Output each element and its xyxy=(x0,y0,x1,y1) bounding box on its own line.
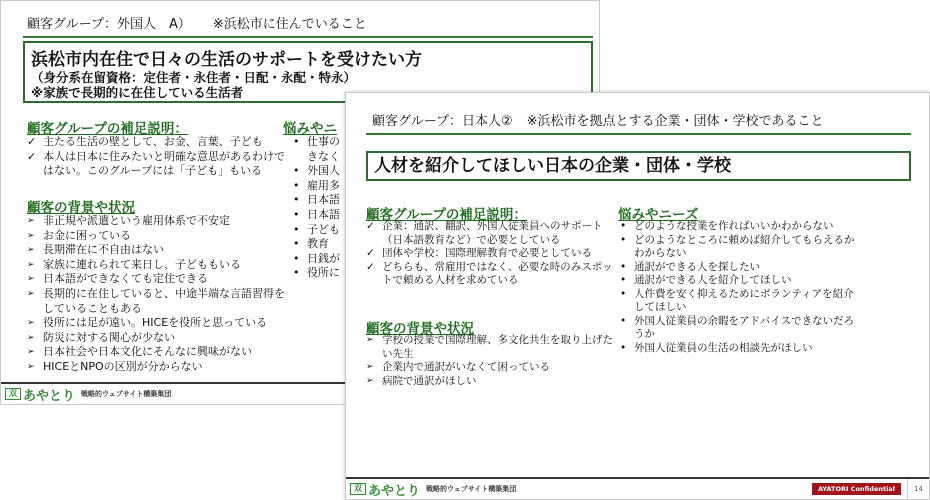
list-item: ➢ お金に困っている xyxy=(25,229,295,244)
list-item: • 子ども xyxy=(289,223,345,238)
list-item: ➢ 防災に対する関心が少ない xyxy=(25,331,295,346)
list-item: • 仕事の xyxy=(289,135,345,150)
list-item: • 日本語 xyxy=(289,208,345,223)
headline-box: 人材を紹介してほしい日本の企業・団体・学校 xyxy=(366,151,911,181)
list-item-continued: きなく xyxy=(307,149,340,163)
list-item: ➢ 長期的に在住していると、中途半端な言語習得をしていることもある xyxy=(25,287,295,316)
list-item: ➢ 企業内で通訳がいなくて困っている xyxy=(364,361,619,375)
list-item: • 雇用多 xyxy=(289,179,345,194)
list-item: ✓ 団体や学校：国際理解教育で必要としている xyxy=(364,247,619,261)
title-rule xyxy=(366,133,911,135)
list-item: ➢ 非正規や派遣という雇用体系で不安定 xyxy=(25,214,295,229)
supplement-list xyxy=(25,135,285,179)
list-item: ➢ HICEとNPOの区別が分からない xyxy=(25,360,295,375)
list-item: ➢ 家族に連れられて来日し、子どももいる xyxy=(25,258,295,273)
background-heading: 顧客の背景や状況 xyxy=(366,321,474,337)
slide-title: 顧客グループ：外国人 A） ※浜松市に住んでいること xyxy=(27,17,367,32)
list-item: • どのような授業を作ればいいかわからない xyxy=(616,220,856,234)
needs-list xyxy=(616,220,856,355)
list-item: ✓ 主たる生活の壁として、お金、言葉、子ども xyxy=(25,135,285,150)
slide-footer xyxy=(346,477,929,499)
needs-heading: 悩みやニーズ xyxy=(618,207,699,223)
confidential-badge: AYATORI Confidential xyxy=(812,483,901,495)
list-item: ➢ 日本社会や日本文化にそんなに興味がない xyxy=(25,345,295,360)
list-item: ✓ どちらも、常雇用ではなく、必要な時のみスポットで頼める人材を求めている xyxy=(364,261,619,288)
list-item: • 外国人従業員の余暇をアドバイスできないだろうか xyxy=(616,315,856,342)
list-item: • 役所に xyxy=(289,266,345,281)
list-item: ✓ 本人は日本に住みたいと明確な意思があるわけではない。このグループには「子ども」もいる xyxy=(25,150,285,179)
list-item: • 外国人 xyxy=(289,164,345,179)
supplement-heading: 顧客グループの補足説明： xyxy=(366,207,527,223)
slide-title: 顧客グループ：日本人② ※浜松市を拠点とする企業・団体・学校であること xyxy=(372,114,824,129)
list-item: • 通訳ができる人を探したい xyxy=(616,261,856,275)
list-item: ➢ 病院で通訳がほしい xyxy=(364,375,619,389)
list-item: • どのようなところに頼めば紹介してもらえるかわからない xyxy=(616,234,856,261)
list-item: • 日本語 xyxy=(289,193,345,208)
supplement-list xyxy=(364,220,619,288)
list-item: • 通訳ができる人を紹介してほしい xyxy=(616,274,856,288)
needs-heading: 悩みやニ xyxy=(283,121,337,137)
title-rule xyxy=(23,36,593,38)
list-item: ➢ 長期滞在に不自由はない xyxy=(25,243,295,258)
ayatori-logo: 双 あやとり xyxy=(350,480,420,499)
list-item: ➢ 役所には足が遠い。HICEを役所と思っている xyxy=(25,316,295,331)
background-list xyxy=(364,334,619,388)
list-item: • 日銭が xyxy=(289,252,345,267)
logo-mark-icon: 双 xyxy=(350,483,366,495)
tagline: 戦略的ウェブサイト構築集団 xyxy=(426,485,517,493)
list-item: • 教育 xyxy=(289,237,345,252)
needs-list xyxy=(289,135,345,281)
list-item: • 外国人従業員の生活の相談先がほしい xyxy=(616,342,856,356)
supplement-heading: 顧客グループの補足説明： xyxy=(27,121,188,137)
list-item: ➢ 日本語ができなくても定住できる xyxy=(25,272,295,287)
list-item: ➢ 学校の授業で国際理解、多文化共生を取り上げたい先生 xyxy=(364,334,619,361)
page-number: 14 xyxy=(907,479,929,500)
tagline: 戦略的ウェブサイト構築集団 xyxy=(81,390,172,398)
front-slide[interactable] xyxy=(345,92,930,500)
background-heading: 顧客の背景や状況 xyxy=(27,200,135,216)
ayatori-logo: 双 あやとり xyxy=(5,385,75,404)
background-list xyxy=(25,214,295,375)
list-item: • 人件費を安く抑えるためにボランティアを紹介してほしい xyxy=(616,288,856,315)
logo-mark-icon: 双 xyxy=(5,388,21,400)
headline-box: 浜松市内在住で日々の生活のサポートを受けたい方 （身分系在留資格：定住者・永住者・日配・永配・特永） ※家族で長期的に在住している生活者 xyxy=(23,41,593,103)
list-item: ✓ 企業：通訳、翻訳、外国人従業員へのサポート（日本語教育など）で必要としている xyxy=(364,220,619,247)
